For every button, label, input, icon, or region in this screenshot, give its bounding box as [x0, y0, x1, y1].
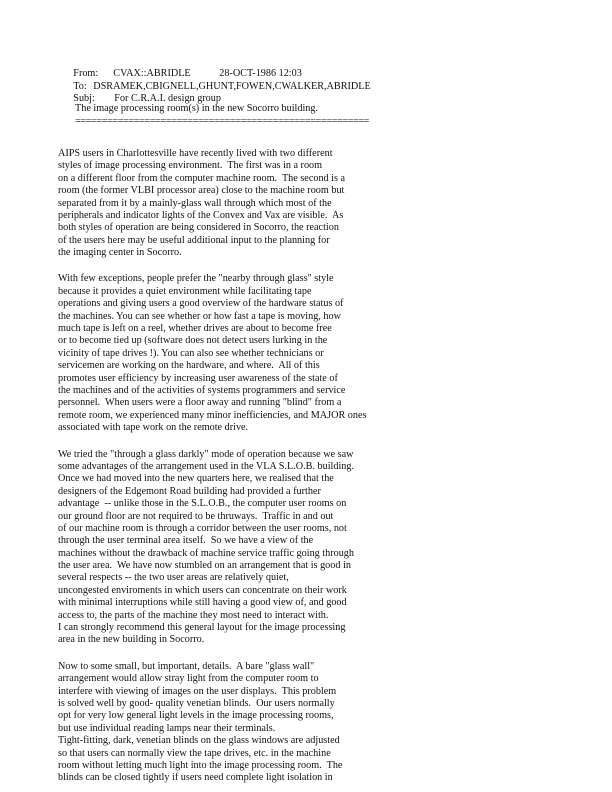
memo-page — [58, 56, 558, 785]
paragraph-line: Once we had moved into the new quarters here, we realised that the — [58, 473, 334, 485]
paragraph-line: is solved well by good- quality venetian blinds. Our users normally — [58, 697, 335, 709]
paragraph-line: AIPS users in Charlottesville have recently lived with two different — [58, 147, 333, 159]
memo-date: 28-OCT-1986 12:03 — [219, 68, 302, 80]
memo-title-block — [58, 103, 558, 128]
paragraph-line: opt for very low general light levels in the image processing rooms, — [58, 710, 334, 722]
paragraph-line: arrangement would allow stray light from the computer room to — [58, 673, 319, 685]
from-row — [58, 56, 558, 80]
paragraph-line: uncongested enviroments in which users can concentrate on their work — [58, 584, 347, 596]
paragraph-line: Now to some small, but important, details. A bare "glass wall" — [58, 660, 315, 672]
paragraph-line: servicemen are working on the hardware, and where. All of this — [58, 360, 320, 372]
paragraph-line: machines without the drawback of machine service traffic going through — [58, 547, 354, 559]
body-paragraph — [58, 661, 558, 785]
paragraph-line: room without letting much light into the image processing room. The — [58, 759, 343, 771]
paragraph-line: blinds can be closed tightly if users need complete light isolation in — [58, 772, 333, 784]
paragraph-line: several respects -- the two user areas are relatively quiet, — [58, 572, 289, 584]
paragraph-line: but use individual reading lamps near their terminals. — [58, 722, 276, 734]
paragraph-line: styles of image processing environment. The first was in a room — [58, 160, 323, 172]
paragraph-line: We tried the "through a glass darkly" mode of operation because we saw — [58, 448, 354, 460]
subj-label: Subj: — [73, 93, 95, 105]
paragraph-line: interfere with viewing of images on the user displays. This problem — [58, 685, 337, 697]
paragraph-line: With few exceptions, people prefer the "nearby through glass" style — [58, 273, 334, 285]
to-value: DSRAMEK,CBIGNELL,GHUNT,FOWEN,CWALKER,ABRIDLE — [93, 80, 371, 92]
paragraph-line: of our machine room is through a corridor between the user rooms, not — [58, 522, 347, 534]
paragraph-line: because it provides a quiet environment while facilitating tape — [58, 285, 312, 297]
paragraph-line: both styles of operation are being considered in Socorro, the reaction — [58, 222, 339, 234]
paragraph-line: operations and giving users a good overview of the hardware status of — [58, 298, 344, 310]
memo-header — [58, 56, 558, 105]
paragraph-line: so that users can normally view the tape drives, etc. in the machine — [58, 747, 331, 759]
subj-value: For C.R.A.I. design group — [114, 93, 221, 105]
paragraph-line: through the user terminal area itself. So we have a view of the — [58, 535, 314, 547]
from-label: From: — [73, 68, 99, 80]
paragraph-line: separated from it by a mainly-glass wall through which most of the — [58, 197, 332, 209]
paragraph-line: vicinity of tape drives !). You can also see whether technicians or — [58, 347, 324, 359]
paragraph-line: area in the new building in Socorro. — [58, 634, 205, 646]
paragraph-line: on a different floor from the computer machine room. The second is a — [58, 172, 346, 184]
paragraph-line: the machines and of the activities of systems programmers and service — [58, 385, 346, 396]
paragraph-line: the machines. You can see whether or how fast a tape is moving, how — [58, 310, 341, 322]
body-paragraph — [58, 148, 558, 260]
body-paragraph — [58, 273, 558, 434]
paragraph-line: associated with tape work on the remote drive. — [58, 422, 249, 434]
paragraph-line: or to become tied up (software does not detect users lurking in the — [58, 335, 328, 347]
paragraph-line: the user area. We have now stumbled on an arrangement that is good in — [58, 560, 351, 572]
paragraph-line: with minimal interruptions while still having a good view of, and good — [58, 597, 347, 609]
paragraph-line: room (the former VLBI processor area) close to the machine room but — [58, 185, 345, 197]
paragraph-line: Tight-fitting, dark, venetian blinds on the glass windows are adjusted — [58, 735, 340, 747]
title-underline-rule: ======================================================= — [75, 115, 369, 127]
paragraph-line: access to, the parts of the machine they most need to interact with. — [58, 609, 329, 621]
to-label: To: — [73, 80, 87, 92]
paragraph-line: personnel. When users were a floor away and running "blind" from a — [58, 397, 342, 409]
paragraph-line: promotes user efficiency by increasing user awareness of the state of — [58, 372, 338, 384]
paragraph-line: much tape is left on a reel, whether drives are about to become free — [58, 323, 332, 335]
paragraph-line: of the users here may be useful additional input to the planning for — [58, 234, 330, 246]
paragraph-line: designers of the Edgemont Road building had provided a further — [58, 485, 321, 497]
memo-title: The image processing room(s) in the new Socorro building. — [75, 103, 319, 115]
from-value: CVAX::ABRIDLE — [113, 68, 191, 80]
paragraph-line: peripherals and indicator lights of the Convex and Vax are visible. As — [58, 209, 344, 221]
body-paragraph — [58, 449, 558, 647]
paragraph-line: some advantages of the arrangement used in the VLA S.L.O.B. building. — [58, 460, 355, 472]
paragraph-line: I can strongly recommend this general layout for the image processing — [58, 622, 346, 634]
memo-body — [58, 148, 558, 785]
paragraph-line: advantage -- unlike those in the S.L.O.B., the computer user rooms on — [58, 498, 347, 510]
paragraph-line: the imaging center in Socorro. — [58, 247, 182, 259]
paragraph-line: our ground floor are not required to be thruways. Traffic in and out — [58, 510, 334, 522]
paragraph-line: remote room, we experienced many minor inefficiencies, and MAJOR ones — [58, 409, 367, 421]
